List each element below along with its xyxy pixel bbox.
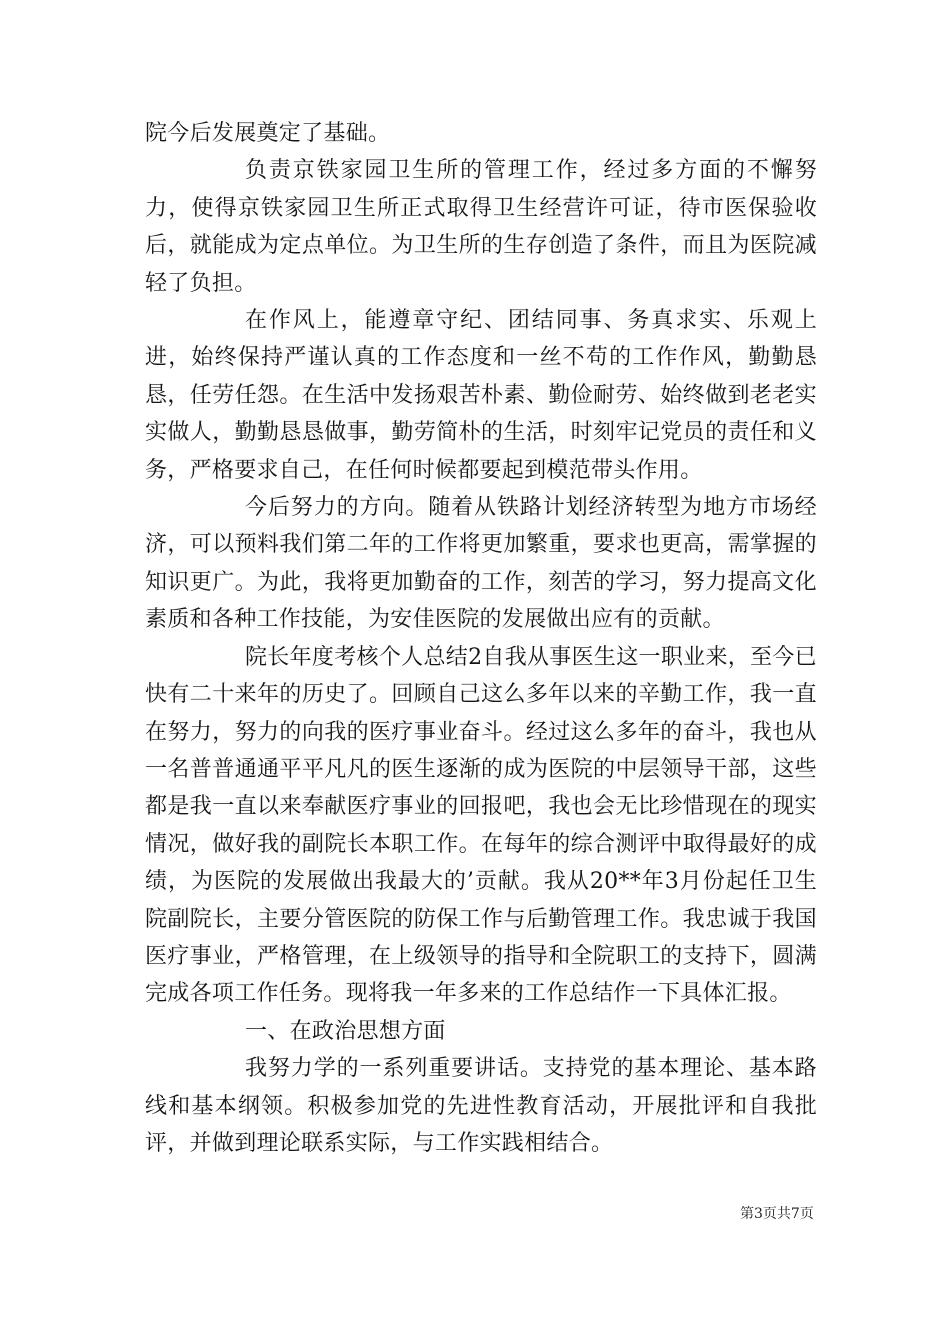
paragraph-2: 负责京铁家园卫生所的管理工作，经过多方面的不懈努力，使得京铁家园卫生所正式取得卫生经营许可证，待市医保验收后，就能成为定点单位。为卫生所的生存创造了条件，而且为医院减轻了负担。 [145, 158, 817, 296]
page-number-footer: 第3页共7页 [740, 1206, 814, 1222]
section-heading: 一、在政治思想方面 [245, 1018, 446, 1044]
paragraph-1: 院今后发展奠定了基础。 [145, 121, 391, 146]
paragraph-7: 我努力学的一系列重要讲话。支持党的基本理论、基本路线和基本纲领。积极参加党的先进性教育活动，开展批评和自我批评，并做到理论联系实际，与工作实践相结合。 [145, 1056, 817, 1156]
document-page [145, 115, 817, 1162]
paragraph-5: 院长年度考核个人总结2自我从事医生这一职业来，至今已快有二十来年的历史了。回顾自己这么多年以来的辛勤工作，我一直在努力，努力的向我的医疗事业奋斗。经过这么多年的奋斗，我也从一名普普通通平平凡凡的医生逐渐的成为医院的中层领导干部，这些都是我一直以来奉献医疗事业的回报吧，我也会无比珍惜现在的现实情况，做好我的副院长本职工作。在每年的综合测评中取得最好的成绩，为医院的发展做出我最大的’贡献。我从20**年3月份起任卫生院副院长，主要分管医院的防保工作与后勤管理工作。我忠诚于我国医疗事业，严格管理，在上级领导的指导和全院职工的支持下，圆满完成各项工作任务。现将我一年多来的工作总结作一下具体汇报。 [145, 644, 817, 1007]
paragraph-4: 今后努力的方向。随着从铁路计划经济转型为地方市场经济，可以预料我们第二年的工作将更加繁重，要求也更高，需掌握的知识更广。为此，我将更加勤奋的工作，刻苦的学习，努力提高文化素质和各种工作技能，为安佳医院的发展做出应有的贡献。 [145, 495, 817, 633]
paragraph-3: 在作风上，能遵章守纪、团结同事、务真求实、乐观上进，始终保持严谨认真的工作态度和一丝不苟的工作作风，勤勤恳恳，任劳任怨。在生活中发扬艰苦朴素、勤俭耐劳、始终做到老老实实做人，勤勤恳恳做事，勤劳简朴的生活，时刻牢记党员的责任和义务，严格要求自己，在任何时候都要起到模范带头作用。 [145, 308, 817, 483]
